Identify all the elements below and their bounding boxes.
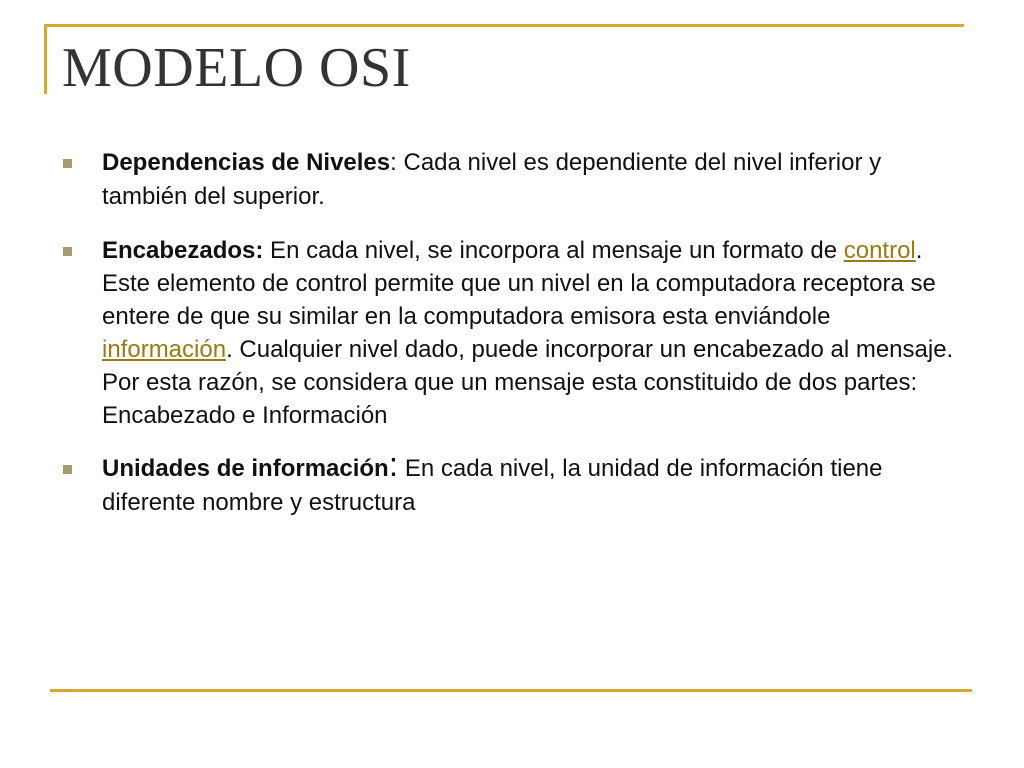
bullet-text-continued: . Este elemento de control permite que un nivel en la computadora receptora se entere de que su similar en la computadora emisora esta enviándole [102, 237, 936, 330]
slide-title: MODELO OSI [62, 37, 411, 99]
bullet-term: Unidades de información [102, 455, 389, 482]
control-link[interactable]: control [843, 237, 916, 264]
bullet-text: En cada nivel, la unidad de información tiene diferente nombre y estructura [102, 455, 883, 516]
bullet-unidades [60, 446, 960, 520]
bullet-list [60, 146, 960, 540]
bullet-term: Encabezados: [102, 237, 264, 264]
bullet-term: Dependencias de Niveles [102, 149, 391, 176]
left-rule [44, 24, 47, 94]
bullet-separator: : [388, 446, 399, 484]
square-bullet-icon [63, 247, 72, 256]
informacion-link[interactable]: información [102, 336, 227, 363]
bullet-text: Cada nivel es dependiente del nivel inferior y también del superior. [102, 149, 882, 210]
bullet-text: En cada nivel, se incorpora al mensaje un formato de [263, 237, 844, 264]
bottom-rule [50, 689, 972, 692]
bullet-separator: : [390, 149, 397, 176]
square-bullet-icon [63, 159, 72, 168]
bullet-dependencias [60, 146, 960, 214]
top-rule [44, 24, 964, 27]
bullet-encabezados [60, 234, 960, 432]
square-bullet-icon [63, 465, 72, 474]
bullet-text-end: . Cualquier nivel dado, puede incorporar un encabezado al mensaje. Por esta razón, se considera que un mensaje esta constituido de dos partes: Encabezado e Información [102, 336, 954, 429]
